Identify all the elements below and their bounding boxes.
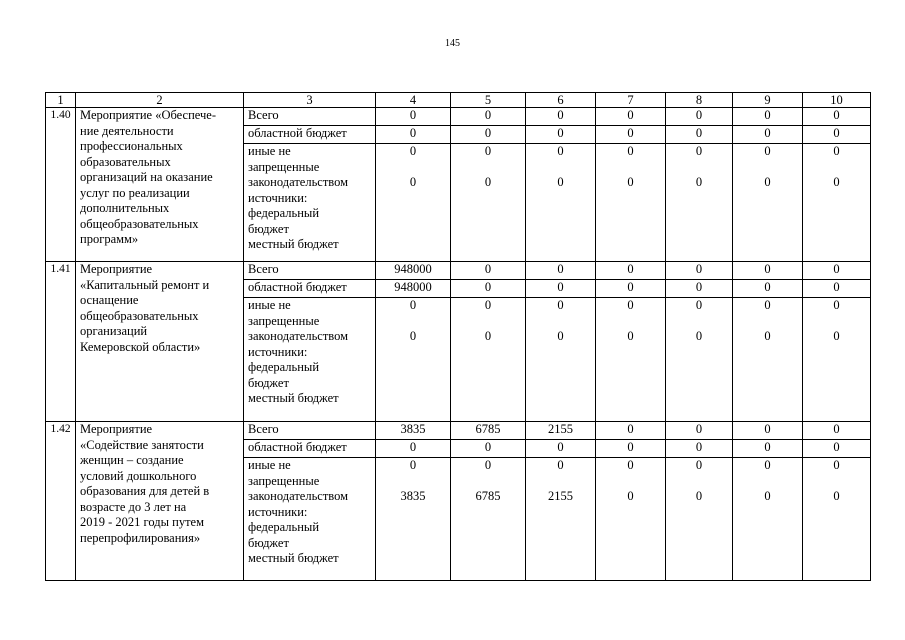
- source-label-other: [244, 298, 376, 422]
- value-cell-stack: [376, 298, 451, 422]
- column-header: 4: [376, 93, 451, 108]
- federal-value: 0: [557, 298, 564, 312]
- value-stack: [600, 458, 661, 505]
- value-cell-stack: [451, 298, 526, 422]
- value-stack: [455, 144, 521, 191]
- value-cell: 0: [596, 108, 666, 126]
- value-cell-stack: [803, 144, 871, 262]
- value-cell: 0: [733, 422, 803, 440]
- value-spacer: [835, 160, 838, 176]
- value-cell-stack: [733, 298, 803, 422]
- value-stack: [737, 298, 798, 345]
- value-cell: 0: [451, 126, 526, 144]
- measure-name-line: организаций: [80, 324, 148, 338]
- column-header: 3: [244, 93, 376, 108]
- measure-name-line: Мероприятие: [80, 422, 153, 436]
- value-cell-stack: [733, 458, 803, 581]
- source-label-regional: областной бюджет: [244, 440, 376, 458]
- value-stack: [380, 144, 446, 191]
- source-label-line: запрещенные: [248, 473, 320, 488]
- local-value: 0: [695, 329, 703, 343]
- value-cell: 0: [803, 280, 871, 298]
- value-cell: 0: [803, 108, 871, 126]
- value-spacer: [697, 314, 700, 330]
- value-cell-stack: [376, 458, 451, 581]
- value-cell-stack: [526, 298, 596, 422]
- source-label-line: федеральный: [248, 206, 320, 220]
- page-number: 145: [445, 38, 460, 49]
- local-value: 0: [764, 175, 771, 189]
- value-stack: [670, 298, 728, 345]
- federal-value: 0: [833, 458, 840, 472]
- measure-name: [76, 422, 244, 581]
- local-value: 6785: [475, 489, 501, 503]
- source-label-line: бюджет: [248, 221, 289, 236]
- value-spacer: [559, 314, 562, 330]
- column-header: 7: [596, 93, 666, 108]
- measure-name-line: условий дошкольного: [80, 468, 197, 483]
- budget-table: [45, 92, 871, 581]
- value-cell: 0: [733, 126, 803, 144]
- value-stack: [670, 458, 728, 505]
- value-cell-stack: [803, 298, 871, 422]
- value-cell-stack: [526, 458, 596, 581]
- source-label-line: запрещенные: [248, 159, 320, 174]
- value-spacer: [835, 474, 838, 490]
- value-cell-stack: [451, 458, 526, 581]
- value-cell: 0: [803, 422, 871, 440]
- value-spacer: [629, 160, 632, 176]
- source-label-line: федеральный: [248, 360, 320, 374]
- source-label-line: законодательством: [248, 329, 349, 343]
- value-cell: 0: [451, 108, 526, 126]
- column-header: 5: [451, 93, 526, 108]
- value-stack: [737, 144, 798, 191]
- value-cell: 0: [666, 126, 733, 144]
- federal-value: 0: [764, 458, 771, 472]
- local-value: 0: [557, 175, 564, 189]
- value-cell: 0: [666, 440, 733, 458]
- value-cell-stack: [666, 298, 733, 422]
- value-cell-stack: [596, 298, 666, 422]
- value-cell: 0: [666, 280, 733, 298]
- column-number-row: [46, 93, 871, 108]
- source-label-total: Всего: [244, 422, 376, 440]
- value-cell: 0: [596, 422, 666, 440]
- value-cell-stack: [803, 458, 871, 581]
- value-spacer: [411, 474, 414, 490]
- value-spacer: [697, 474, 700, 490]
- source-label-line: иные не: [248, 298, 291, 312]
- source-label-line: бюджет: [248, 535, 289, 550]
- measure-name-line: ние деятельности: [80, 123, 174, 138]
- federal-value: 0: [833, 144, 840, 158]
- source-label-regional: областной бюджет: [244, 126, 376, 144]
- federal-value: 0: [409, 144, 417, 158]
- value-cell: 948000: [376, 280, 451, 298]
- value-stack: [455, 458, 521, 505]
- local-value: 0: [484, 329, 492, 343]
- value-cell: 0: [666, 262, 733, 280]
- source-label-line: источники:: [248, 504, 308, 519]
- value-stack: [530, 298, 591, 345]
- value-cell: 0: [376, 440, 451, 458]
- source-label-line: источники:: [248, 190, 308, 205]
- federal-value: 0: [557, 144, 564, 158]
- value-cell: 0: [596, 262, 666, 280]
- row-number: 1.41: [46, 262, 76, 422]
- value-stack: [600, 144, 661, 191]
- column-header: 2: [76, 93, 244, 108]
- local-value: 2155: [548, 489, 573, 503]
- measure-name-line: 2019 - 2021 годы путем: [80, 515, 204, 529]
- value-cell-stack: [666, 458, 733, 581]
- source-label-line: местный бюджет: [248, 551, 339, 565]
- value-stack: [807, 298, 866, 345]
- measure-name-line: образования для детей в: [80, 484, 210, 498]
- value-cell-stack: [596, 144, 666, 262]
- local-value: 0: [627, 329, 634, 343]
- value-cell: 0: [733, 108, 803, 126]
- source-label-other: [244, 458, 376, 581]
- value-cell: 0: [526, 262, 596, 280]
- federal-value: 0: [484, 298, 492, 312]
- source-label-total: Всего: [244, 108, 376, 126]
- measure-name-line: женщин – создание: [80, 453, 184, 467]
- table-row: [46, 108, 871, 126]
- measure-name-line: «Капитальный ремонт и: [80, 277, 210, 292]
- measure-name-line: организаций на оказание: [80, 170, 213, 184]
- value-stack: [380, 298, 446, 345]
- value-cell: 0: [666, 422, 733, 440]
- value-spacer: [766, 160, 769, 176]
- source-label-line: бюджет: [248, 375, 289, 390]
- local-value: 0: [409, 175, 417, 189]
- value-cell: 0: [526, 440, 596, 458]
- column-header: 9: [733, 93, 803, 108]
- source-label-line: федеральный: [248, 520, 320, 534]
- table-row: [46, 262, 871, 280]
- value-cell: 0: [451, 262, 526, 280]
- value-cell-stack: [666, 144, 733, 262]
- value-spacer: [411, 314, 414, 330]
- local-value: 0: [764, 489, 771, 503]
- local-value: 0: [695, 175, 703, 189]
- local-value: 0: [557, 329, 564, 343]
- measure-name-line: программ»: [80, 232, 139, 246]
- measure-name-line: профессиональных: [80, 139, 183, 153]
- measure-name-line: «Содействие занятости: [80, 437, 204, 452]
- local-value: 0: [409, 329, 417, 343]
- value-cell-stack: [733, 144, 803, 262]
- value-cell-stack: [596, 458, 666, 581]
- value-spacer: [411, 160, 414, 176]
- measure-name-line: общеобразовательных: [80, 216, 199, 231]
- value-cell: 0: [803, 126, 871, 144]
- value-cell: 0: [596, 440, 666, 458]
- value-cell: 0: [451, 280, 526, 298]
- value-cell-stack: [376, 144, 451, 262]
- measure-name-line: перепрофилирования»: [80, 530, 201, 545]
- federal-value: 0: [695, 298, 703, 312]
- table-row: [46, 422, 871, 440]
- value-cell: 0: [596, 126, 666, 144]
- value-spacer: [559, 160, 562, 176]
- source-label-line: иные не: [248, 458, 291, 472]
- measure-name-line: услуг по реализации: [80, 185, 190, 200]
- value-cell: 0: [733, 262, 803, 280]
- measure-name: [76, 108, 244, 262]
- value-spacer: [835, 314, 838, 330]
- federal-value: 0: [695, 144, 703, 158]
- value-cell: 0: [526, 280, 596, 298]
- source-label-line: местный бюджет: [248, 391, 339, 405]
- federal-value: 0: [627, 458, 634, 472]
- value-cell: 0: [526, 108, 596, 126]
- value-cell: 0: [733, 280, 803, 298]
- value-stack: [380, 458, 446, 505]
- value-cell: 948000: [376, 262, 451, 280]
- local-value: 0: [833, 175, 840, 189]
- table-body: [46, 93, 871, 581]
- local-value: 0: [695, 489, 703, 503]
- local-value: 0: [764, 329, 771, 343]
- value-cell: 0: [666, 108, 733, 126]
- value-stack: [670, 144, 728, 191]
- value-cell: 0: [803, 262, 871, 280]
- value-cell: 2155: [526, 422, 596, 440]
- federal-value: 0: [627, 144, 634, 158]
- column-header: 6: [526, 93, 596, 108]
- value-cell: 0: [803, 440, 871, 458]
- source-label-line: иные не: [248, 144, 291, 158]
- measure-name-line: Мероприятие: [80, 262, 153, 276]
- federal-value: 0: [833, 298, 840, 312]
- value-spacer: [766, 474, 769, 490]
- local-value: 0: [833, 489, 840, 503]
- value-spacer: [629, 314, 632, 330]
- federal-value: 0: [409, 458, 417, 472]
- value-cell: 0: [596, 280, 666, 298]
- local-value: 3835: [400, 489, 426, 503]
- value-cell-stack: [451, 144, 526, 262]
- measure-name-line: дополнительных: [80, 201, 170, 215]
- value-cell: 3835: [376, 422, 451, 440]
- measure-name-line: Мероприятие «Обеспече-: [80, 108, 217, 122]
- value-stack: [455, 298, 521, 345]
- value-spacer: [697, 160, 700, 176]
- value-spacer: [766, 314, 769, 330]
- federal-value: 0: [764, 144, 771, 158]
- value-spacer: [486, 160, 489, 176]
- federal-value: 0: [627, 298, 634, 312]
- value-stack: [530, 458, 591, 505]
- local-value: 0: [627, 489, 634, 503]
- value-cell: 0: [733, 440, 803, 458]
- measure-name: [76, 262, 244, 422]
- source-label-line: законодательством: [248, 175, 349, 189]
- federal-value: 0: [557, 458, 564, 472]
- value-spacer: [559, 474, 562, 490]
- measure-name-line: общеобразовательных: [80, 308, 199, 323]
- column-header: 8: [666, 93, 733, 108]
- column-header: 10: [803, 93, 871, 108]
- source-label-regional: областной бюджет: [244, 280, 376, 298]
- federal-value: 0: [484, 458, 492, 472]
- federal-value: 0: [484, 144, 492, 158]
- local-value: 0: [627, 175, 634, 189]
- federal-value: 0: [409, 298, 417, 312]
- value-cell: 0: [376, 126, 451, 144]
- row-number: 1.42: [46, 422, 76, 581]
- value-stack: [530, 144, 591, 191]
- source-label-line: запрещенные: [248, 313, 320, 328]
- value-cell-stack: [526, 144, 596, 262]
- measure-name-line: Кемеровской области»: [80, 339, 201, 354]
- row-number: 1.40: [46, 108, 76, 262]
- value-cell: 0: [451, 440, 526, 458]
- source-label-line: местный бюджет: [248, 237, 339, 251]
- source-label-line: законодательством: [248, 489, 349, 503]
- measure-name-line: возрасте до 3 лет на: [80, 499, 187, 514]
- measure-name-line: оснащение: [80, 293, 139, 307]
- federal-value: 0: [695, 458, 703, 472]
- value-stack: [600, 298, 661, 345]
- value-cell: 0: [376, 108, 451, 126]
- value-stack: [737, 458, 798, 505]
- value-spacer: [629, 474, 632, 490]
- value-stack: [807, 144, 866, 191]
- federal-value: 0: [764, 298, 771, 312]
- source-label-other: [244, 144, 376, 262]
- value-stack: [807, 458, 866, 505]
- column-header: 1: [46, 93, 76, 108]
- measure-name-line: образовательных: [80, 154, 171, 169]
- value-spacer: [486, 474, 489, 490]
- value-cell: 6785: [451, 422, 526, 440]
- value-cell: 0: [526, 126, 596, 144]
- local-value: 0: [833, 329, 840, 343]
- source-label-total: Всего: [244, 262, 376, 280]
- local-value: 0: [484, 175, 492, 189]
- value-spacer: [486, 314, 489, 330]
- source-label-line: источники:: [248, 344, 308, 359]
